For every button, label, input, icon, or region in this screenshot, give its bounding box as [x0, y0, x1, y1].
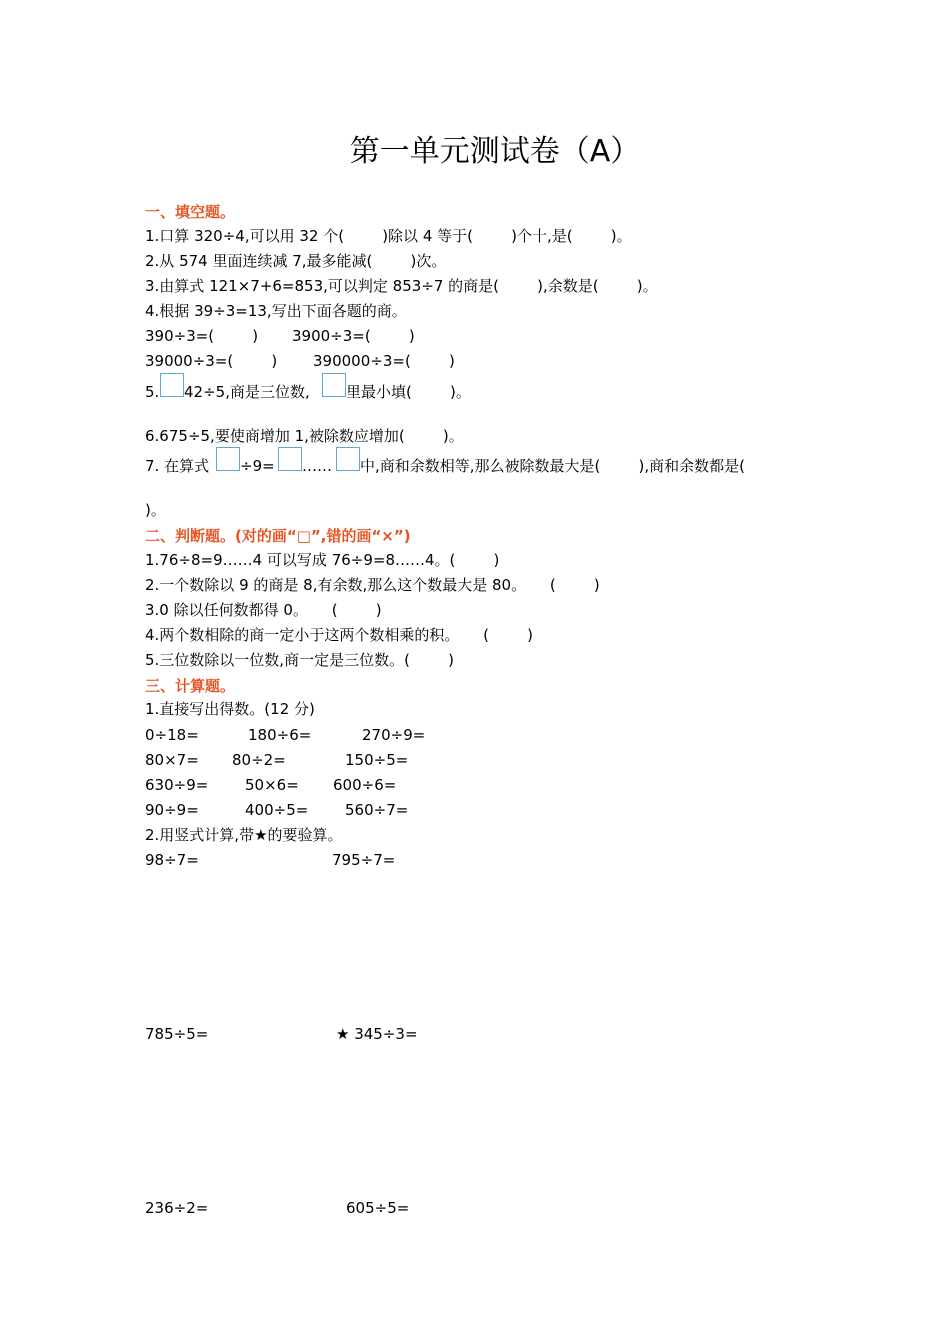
blank-box[interactable]	[336, 447, 360, 471]
question-1-4d: 390000÷3=( )	[313, 352, 455, 370]
vertical-problem: 605÷5=	[346, 1199, 410, 1217]
question-1-3: 3.由算式 121×7+6=853,可以判定 853÷7 的商是( ),余数是( )。	[145, 277, 658, 295]
question-1-5-text: 42÷5,商是三位数,	[184, 383, 310, 401]
blank-box[interactable]	[160, 373, 184, 397]
question-1-4a: 390÷3=( )	[145, 327, 259, 345]
direct-problem: 630÷9=	[145, 776, 209, 794]
question-2-3: 3.0 除以任何数都得 0。 ( )	[145, 601, 382, 619]
direct-problem: 80÷2=	[232, 751, 286, 769]
direct-problem: 0÷18=	[145, 726, 199, 744]
direct-problem: 180÷6=	[248, 726, 312, 744]
question-1-5-end: 里最小填( )。	[346, 383, 471, 401]
question-1-4c: 39000÷3=( )	[145, 352, 278, 370]
question-2-5: 5.三位数除以一位数,商一定是三位数。( )	[145, 651, 454, 669]
question-1-2: 2.从 574 里面连续减 7,最多能减( )次。	[145, 252, 447, 270]
section-heading-true-false: 二、判断题。(对的画“□”,错的画“×”)	[145, 527, 411, 545]
question-1-7-start: 7. 在算式	[145, 457, 210, 475]
question-3-2: 2.用竖式计算,带★的要验算。	[145, 826, 343, 844]
question-1-5-number: 5.	[145, 383, 160, 401]
question-3-1: 1.直接写出得数。(12 分)	[145, 700, 315, 718]
question-2-4: 4.两个数相除的商一定小于这两个数相乘的积。 ( )	[145, 626, 534, 644]
direct-problem: 400÷5=	[245, 801, 309, 819]
question-2-1: 1.76÷8=9……4 可以写成 76÷9=8……4。( )	[145, 551, 500, 569]
direct-problem: 50×6=	[245, 776, 299, 794]
section-heading-calculation: 三、计算题。	[145, 677, 236, 695]
direct-problem: 80×7=	[145, 751, 199, 769]
page-title: 第一单元测试卷（A）	[349, 134, 641, 169]
question-1-4b: 3900÷3=( )	[292, 327, 415, 345]
blank-box[interactable]	[278, 447, 302, 471]
section-heading-fill-blank: 一、填空题。	[145, 203, 236, 221]
vertical-problem: 795÷7=	[332, 851, 396, 869]
vertical-problem: 98÷7=	[145, 851, 199, 869]
vertical-problem: 785÷5=	[145, 1025, 209, 1043]
question-2-2: 2.一个数除以 9 的商是 8,有余数,那么这个数最大是 80。 ( )	[145, 576, 600, 594]
vertical-problem: ★ 345÷3=	[336, 1025, 418, 1043]
question-1-1: 1.口算 320÷4,可以用 32 个( )除以 4 等于( )个十,是( )。	[145, 227, 632, 245]
blank-box[interactable]	[216, 447, 240, 471]
question-1-7-cont: )。	[145, 501, 166, 519]
blank-box[interactable]	[322, 373, 346, 397]
direct-problem: 90÷9=	[145, 801, 199, 819]
question-1-6: 6.675÷5,要使商增加 1,被除数应增加( )。	[145, 427, 464, 445]
direct-problem: 560÷7=	[345, 801, 409, 819]
vertical-problem: 236÷2=	[145, 1199, 209, 1217]
direct-problem: 150÷5=	[345, 751, 409, 769]
question-1-7-divide: ÷9=	[240, 457, 275, 475]
direct-problem: 270÷9=	[362, 726, 426, 744]
question-1-4: 4.根据 39÷3=13,写出下面各题的商。	[145, 302, 407, 320]
question-1-7-dots: ……	[302, 457, 332, 475]
direct-problem: 600÷6=	[333, 776, 397, 794]
question-1-7-end: 中,商和余数相等,那么被除数最大是( ),商和余数都是(	[360, 457, 746, 475]
